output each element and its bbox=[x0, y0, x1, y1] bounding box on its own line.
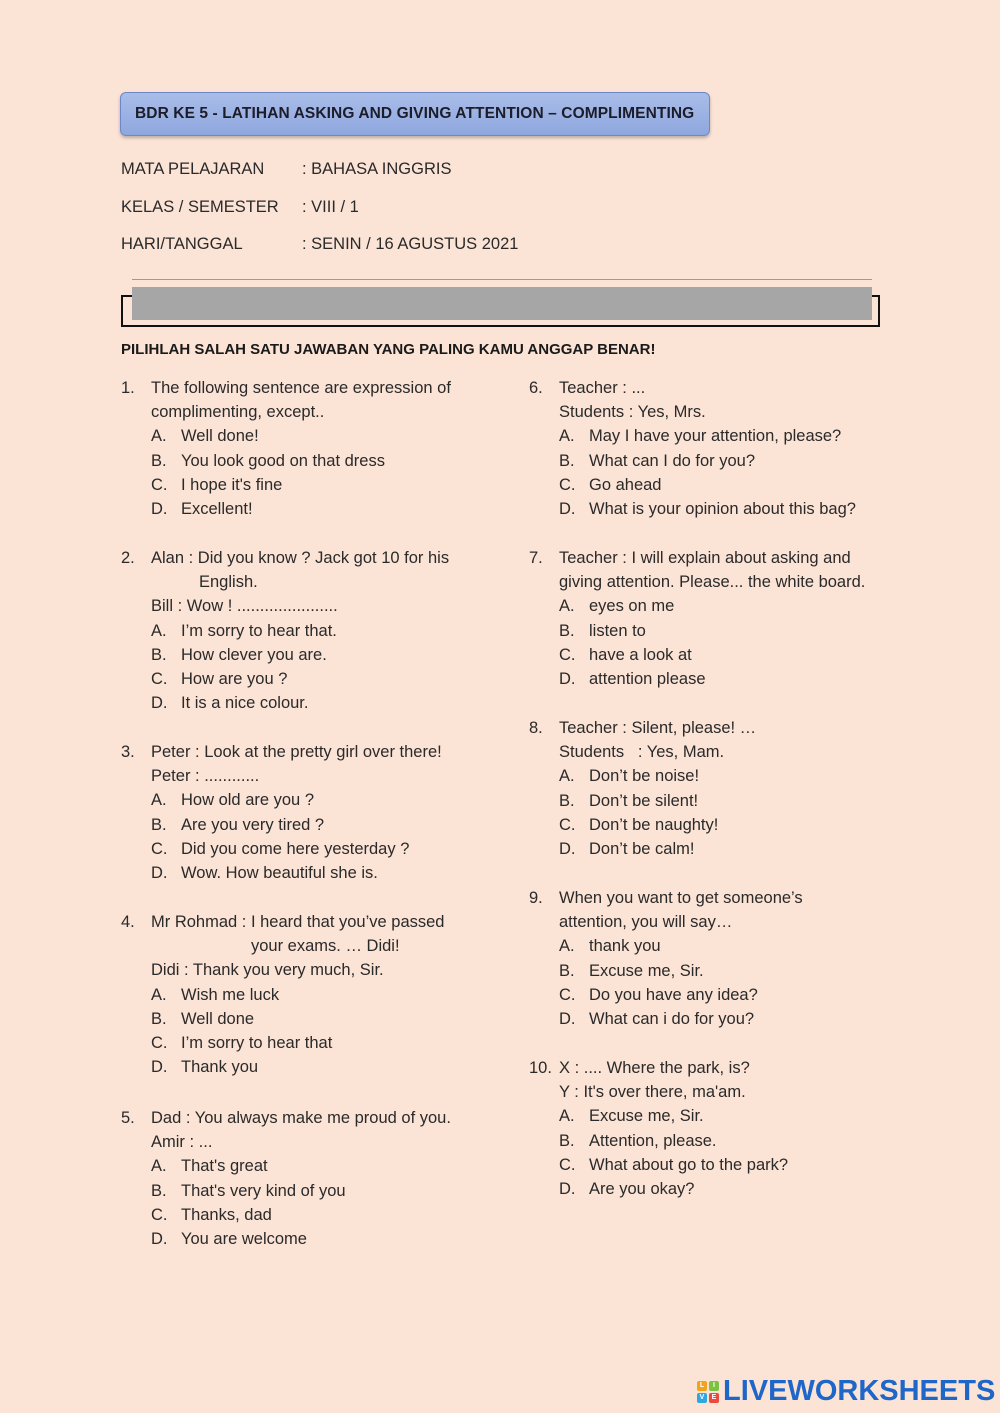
option-letter: A. bbox=[151, 1157, 167, 1176]
answer-option[interactable] bbox=[151, 1227, 451, 1251]
option-text: attention please bbox=[589, 670, 706, 689]
option-text: Thanks, dad bbox=[181, 1205, 272, 1224]
info-value: : BAHASA INGGRIS bbox=[302, 160, 452, 178]
question-text: Teacher : ... bbox=[559, 379, 646, 397]
option-text: listen to bbox=[589, 621, 646, 640]
answer-option[interactable] bbox=[559, 813, 756, 837]
answer-option[interactable] bbox=[151, 1179, 451, 1203]
logo-mark-letter: V bbox=[697, 1393, 707, 1403]
option-text: I hope it's fine bbox=[181, 475, 283, 494]
answer-option[interactable] bbox=[151, 813, 442, 837]
info-label: KELAS / SEMESTER bbox=[121, 198, 279, 216]
divider-line bbox=[132, 279, 872, 280]
question-1 bbox=[121, 376, 451, 521]
answer-option[interactable] bbox=[151, 1007, 445, 1031]
answer-option[interactable] bbox=[151, 449, 451, 473]
option-text: What is your opinion about this bag? bbox=[589, 500, 856, 519]
question-text: English. bbox=[199, 573, 258, 592]
option-text: Don’t be naughty! bbox=[589, 815, 719, 834]
question-8 bbox=[529, 716, 756, 861]
answer-option[interactable] bbox=[559, 1177, 788, 1201]
option-letter: B. bbox=[559, 1131, 575, 1150]
option-letter: B. bbox=[151, 645, 167, 664]
question-text: attention, you will say… bbox=[559, 913, 733, 932]
logo-mark-letter: I bbox=[709, 1381, 719, 1391]
question-text: Teacher : Silent, please! … bbox=[559, 719, 757, 737]
option-text: How are you ? bbox=[181, 670, 288, 689]
question-number: 6. bbox=[529, 379, 543, 397]
answer-option[interactable] bbox=[151, 1031, 445, 1055]
option-text: I’m sorry to hear that bbox=[181, 1034, 333, 1053]
option-letter: A. bbox=[559, 1107, 575, 1126]
option-text: eyes on me bbox=[589, 597, 675, 616]
answer-option[interactable] bbox=[151, 473, 451, 497]
option-text: What can I do for you? bbox=[589, 451, 756, 470]
question-number: 10. bbox=[529, 1059, 552, 1077]
option-letter: D. bbox=[151, 1230, 168, 1249]
option-text: Did you come here yesterday ? bbox=[181, 839, 410, 858]
divider-bar bbox=[132, 287, 872, 320]
question-4 bbox=[121, 910, 445, 1079]
question-text: X : .... Where the park, is? bbox=[559, 1059, 750, 1077]
option-text: It is a nice colour. bbox=[181, 694, 309, 713]
question-3 bbox=[121, 740, 442, 885]
answer-option[interactable] bbox=[559, 449, 856, 473]
option-letter: A. bbox=[151, 985, 167, 1004]
answer-option[interactable] bbox=[151, 983, 445, 1007]
answer-option[interactable] bbox=[559, 789, 756, 813]
liveworksheets-logo-text: LIVEWORKSHEETS bbox=[723, 1375, 996, 1407]
answer-option[interactable] bbox=[151, 861, 442, 885]
option-letter: D. bbox=[151, 1058, 168, 1077]
option-letter: D. bbox=[559, 1010, 576, 1029]
option-text: Wish me luck bbox=[181, 985, 280, 1004]
option-text: Don’t be calm! bbox=[589, 840, 695, 859]
option-letter: C. bbox=[151, 839, 168, 858]
option-letter: C. bbox=[151, 475, 168, 494]
logo-mark-letter: E bbox=[709, 1393, 719, 1403]
question-number: 9. bbox=[529, 889, 543, 907]
option-letter: B. bbox=[559, 621, 575, 640]
option-letter: A. bbox=[151, 427, 167, 446]
question-text: Alan : Did you know ? Jack got 10 for his bbox=[151, 549, 450, 567]
question-text: Didi : Thank you very much, Sir. bbox=[151, 961, 384, 980]
worksheet-title: BDR KE 5 - LATIHAN ASKING AND GIVING ATTENTION – COMPLIMENTING bbox=[120, 92, 710, 136]
logo-mark-letter: L bbox=[697, 1381, 707, 1391]
question-number: 3. bbox=[121, 743, 135, 761]
answer-option[interactable] bbox=[151, 424, 451, 448]
option-text: That's very kind of you bbox=[181, 1181, 346, 1200]
question-text: When you want to get someone’s bbox=[559, 889, 803, 907]
answer-option[interactable] bbox=[559, 764, 756, 788]
option-letter: A. bbox=[151, 791, 167, 810]
question-text: Students : Yes, Mam. bbox=[559, 743, 725, 762]
answer-option[interactable] bbox=[559, 959, 803, 983]
option-text: Go ahead bbox=[589, 475, 662, 494]
answer-option[interactable] bbox=[151, 497, 451, 521]
question-10 bbox=[529, 1056, 788, 1201]
option-letter: D. bbox=[559, 1180, 576, 1199]
option-letter: B. bbox=[559, 961, 575, 980]
answer-option[interactable] bbox=[151, 1203, 451, 1227]
answer-option[interactable] bbox=[559, 619, 865, 643]
question-number: 7. bbox=[529, 549, 543, 567]
option-letter: B. bbox=[559, 791, 575, 810]
answer-option[interactable] bbox=[151, 837, 442, 861]
answer-option[interactable] bbox=[559, 424, 856, 448]
answer-option[interactable] bbox=[559, 934, 803, 958]
answer-option[interactable] bbox=[559, 473, 856, 497]
info-row-date bbox=[121, 235, 518, 254]
option-text: What can i do for you? bbox=[589, 1010, 755, 1029]
option-text: Wow. How beautiful she is. bbox=[181, 864, 378, 883]
info-row-subject bbox=[121, 160, 451, 179]
option-letter: B. bbox=[151, 451, 167, 470]
question-text: Bill : Wow ! ...................... bbox=[151, 597, 338, 616]
option-text: Well done! bbox=[181, 427, 259, 446]
option-text: You are welcome bbox=[181, 1230, 307, 1249]
answer-option[interactable] bbox=[559, 497, 856, 521]
question-number: 8. bbox=[529, 719, 543, 737]
option-text: Thank you bbox=[181, 1058, 259, 1077]
question-6 bbox=[529, 376, 856, 521]
option-letter: C. bbox=[559, 815, 576, 834]
question-number: 5. bbox=[121, 1109, 135, 1127]
option-text: Are you okay? bbox=[589, 1180, 695, 1199]
answer-option[interactable] bbox=[151, 1055, 445, 1079]
option-text: Are you very tired ? bbox=[181, 815, 325, 834]
info-label: HARI/TANGGAL bbox=[121, 235, 243, 253]
question-text: Dad : You always make me proud of you. bbox=[151, 1109, 451, 1127]
option-letter: C. bbox=[559, 645, 576, 664]
question-2 bbox=[121, 546, 449, 715]
option-text: Well done bbox=[181, 1009, 255, 1028]
answer-option[interactable] bbox=[151, 643, 449, 667]
answer-option[interactable] bbox=[559, 837, 756, 861]
answer-option[interactable] bbox=[151, 691, 449, 715]
question-7 bbox=[529, 546, 865, 691]
option-text: Excuse me, Sir. bbox=[589, 1107, 704, 1126]
option-letter: D. bbox=[559, 840, 576, 859]
answer-option[interactable] bbox=[559, 1007, 803, 1031]
liveworksheets-logo bbox=[697, 1375, 995, 1408]
option-letter: D. bbox=[151, 694, 168, 713]
question-text: Amir : ... bbox=[151, 1133, 213, 1152]
option-letter: B. bbox=[559, 451, 575, 470]
answer-option[interactable] bbox=[151, 788, 442, 812]
option-text: have a look at bbox=[589, 645, 692, 664]
info-row-class bbox=[121, 198, 359, 217]
option-letter: A. bbox=[559, 597, 575, 616]
instruction-text: PILIHLAH SALAH SATU JAWABAN YANG PALING KAMU ANGGAP BENAR! bbox=[121, 341, 656, 358]
option-text: thank you bbox=[589, 937, 661, 956]
option-letter: A. bbox=[559, 937, 575, 956]
option-text: That's great bbox=[181, 1157, 268, 1176]
question-text: Teacher : I will explain about asking and bbox=[559, 549, 851, 567]
option-letter: A. bbox=[559, 427, 575, 446]
option-letter: A. bbox=[559, 767, 575, 786]
option-text: Excellent! bbox=[181, 500, 253, 519]
option-letter: D. bbox=[559, 500, 576, 519]
liveworksheets-logo-icon bbox=[697, 1381, 719, 1403]
info-label: MATA PELAJARAN bbox=[121, 160, 265, 178]
question-text: giving attention. Please... the white board. bbox=[559, 573, 866, 592]
option-letter: C. bbox=[559, 475, 576, 494]
answer-option[interactable] bbox=[559, 594, 865, 618]
question-9 bbox=[529, 886, 803, 1031]
question-number: 1. bbox=[121, 379, 135, 397]
question-text: Peter : ............ bbox=[151, 767, 260, 786]
question-text: complimenting, except.. bbox=[151, 403, 325, 422]
question-text: The following sentence are expression of bbox=[151, 379, 451, 397]
question-text: Mr Rohmad : I heard that you’ve passed bbox=[151, 913, 445, 931]
option-letter: A. bbox=[151, 621, 167, 640]
option-text: Excuse me, Sir. bbox=[589, 961, 704, 980]
option-text: What about go to the park? bbox=[589, 1155, 789, 1174]
option-letter: D. bbox=[151, 500, 168, 519]
option-letter: B. bbox=[151, 1009, 167, 1028]
option-text: May I have your attention, please? bbox=[589, 427, 842, 446]
option-text: I’m sorry to hear that. bbox=[181, 621, 337, 640]
question-text: your exams. … Didi! bbox=[251, 937, 400, 956]
question-text: Students : Yes, Mrs. bbox=[559, 403, 706, 422]
info-value: : VIII / 1 bbox=[302, 198, 359, 216]
option-letter: D. bbox=[559, 670, 576, 689]
option-text: You look good on that dress bbox=[181, 451, 385, 470]
option-text: Attention, please. bbox=[589, 1131, 717, 1150]
info-value: : SENIN / 16 AGUSTUS 2021 bbox=[302, 235, 519, 253]
question-5 bbox=[121, 1106, 451, 1251]
option-letter: C. bbox=[151, 1205, 168, 1224]
option-letter: D. bbox=[151, 864, 168, 883]
answer-option[interactable] bbox=[559, 667, 865, 691]
option-letter: B. bbox=[151, 815, 167, 834]
option-text: How clever you are. bbox=[181, 645, 327, 664]
answer-option[interactable] bbox=[559, 1153, 788, 1177]
option-text: Do you have any idea? bbox=[589, 985, 758, 1004]
option-text: How old are you ? bbox=[181, 791, 314, 810]
answer-option[interactable] bbox=[559, 1129, 788, 1153]
question-text: Y : It's over there, ma'am. bbox=[559, 1083, 746, 1102]
option-text: Don’t be noise! bbox=[589, 767, 700, 786]
answer-option[interactable] bbox=[151, 619, 449, 643]
answer-option[interactable] bbox=[559, 643, 865, 667]
answer-option[interactable] bbox=[151, 1154, 451, 1178]
option-letter: C. bbox=[559, 1155, 576, 1174]
question-number: 2. bbox=[121, 549, 135, 567]
answer-option[interactable] bbox=[151, 667, 449, 691]
answer-option[interactable] bbox=[559, 1104, 788, 1128]
option-letter: C. bbox=[151, 1034, 168, 1053]
question-number: 4. bbox=[121, 913, 135, 931]
answer-option[interactable] bbox=[559, 983, 803, 1007]
option-letter: B. bbox=[151, 1181, 167, 1200]
option-letter: C. bbox=[151, 670, 168, 689]
option-letter: C. bbox=[559, 985, 576, 1004]
option-text: Don’t be silent! bbox=[589, 791, 699, 810]
question-text: Peter : Look at the pretty girl over there! bbox=[151, 743, 442, 761]
